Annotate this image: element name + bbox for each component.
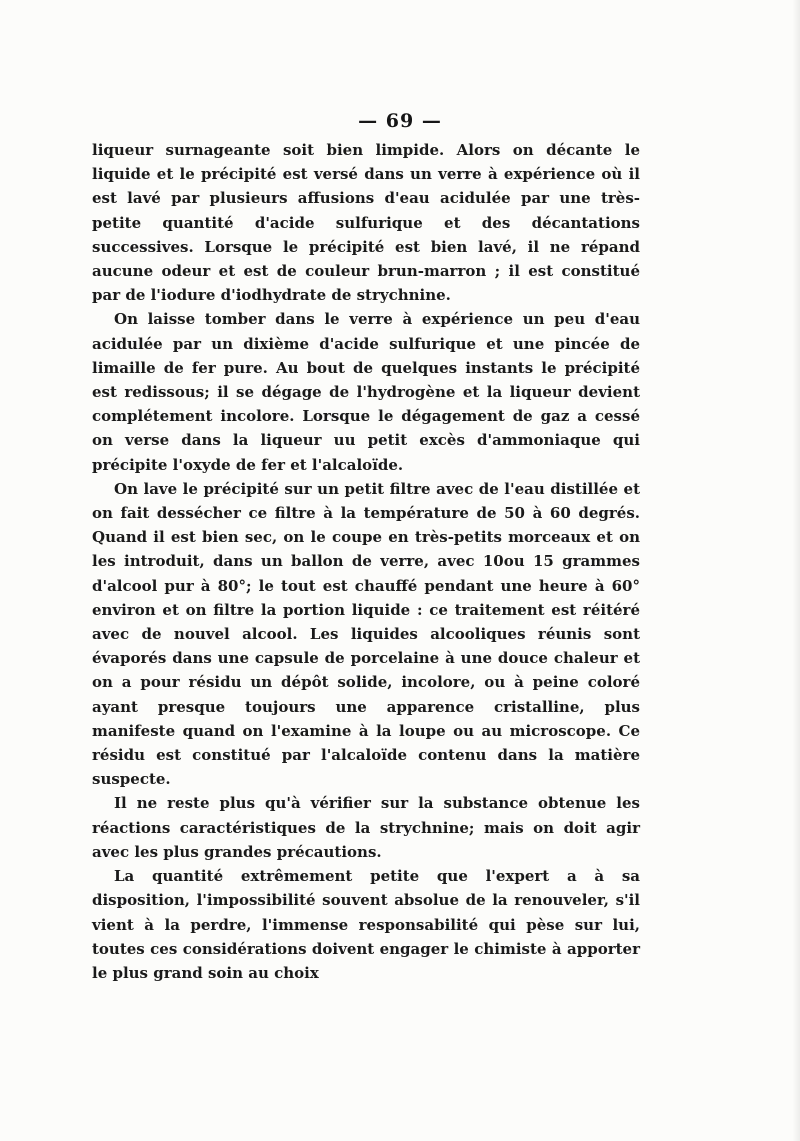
paragraph-1: liqueur surnageante soit bien limpide. Alors on décante le liquide et le précipité est versé dans un verre à expérience où il est lavé par plusieurs affusions d'eau acidulée par une très-petite quantité d'acide sulfurique et des décantations successives. Lorsque le précipité est bien lavé, il ne répand aucune odeur et est de couleur brun-marron ; il est constitué par de l'iodure d'iodhydrate de strychnine. <box>92 141 640 305</box>
page-edge-shadow <box>792 0 800 1141</box>
paragraph-3: On lave le précipité sur un petit filtre avec de l'eau distillée et on fait dessécher ce filtre à la température de 50 à 60 degrés. Quand il est bien sec, on le coupe en très-petits morceaux et on les introduit, dans un ballon de verre, avec 10ou 15 grammes d'alcool pur à 80°; le tout est chauffé pendant une heure à 60° environ et on filtre la portion liquide : ce traitement est réitéré avec de nouvel alcool. Les liquides alcooliques réunis sont évaporés dans une capsule de porcelaine à une douce chaleur et on a pour résidu un dépôt solide, incolore, ou à peine coloré ayant presque toujours une apparence cristalline, plus manifeste quand on l'examine à la loupe ou au microscope. Ce résidu est constitué par l'alcaloïde contenu dans la matière suspecte. <box>92 479 640 789</box>
paragraph-4: Il ne reste plus qu'à vérifier sur la substance obtenue les réactions caractéristiques de la strychnine; mais on doit agir avec les plus grandes précautions. <box>92 794 640 861</box>
page-number: — 69 — <box>358 110 442 132</box>
paragraph-2: On laisse tomber dans le verre à expérience un peu d'eau acidulée par un dixième d'acide sulfurique et une pincée de limaille de fer pure. Au bout de quelques instants le précipité est redissous; il se dégage de l'hydrogène et la liqueur devient complétement incolore. Lorsque le dégagement de gaz a cessé on verse dans la liqueur uu petit excès d'ammoniaque qui précipite l'oxyde de fer et l'alcaloïde. <box>92 310 640 474</box>
body-text <box>92 138 640 985</box>
paragraph-5: La quantité extrêmement petite que l'expert a à sa disposition, l'impossibilité souvent absolue de la renouveler, s'il vient à la perdre, l'immense responsabilité qui pèse sur lui, toutes ces considérations doivent engager le chimiste à apporter le plus grand soin au choix <box>92 867 640 982</box>
